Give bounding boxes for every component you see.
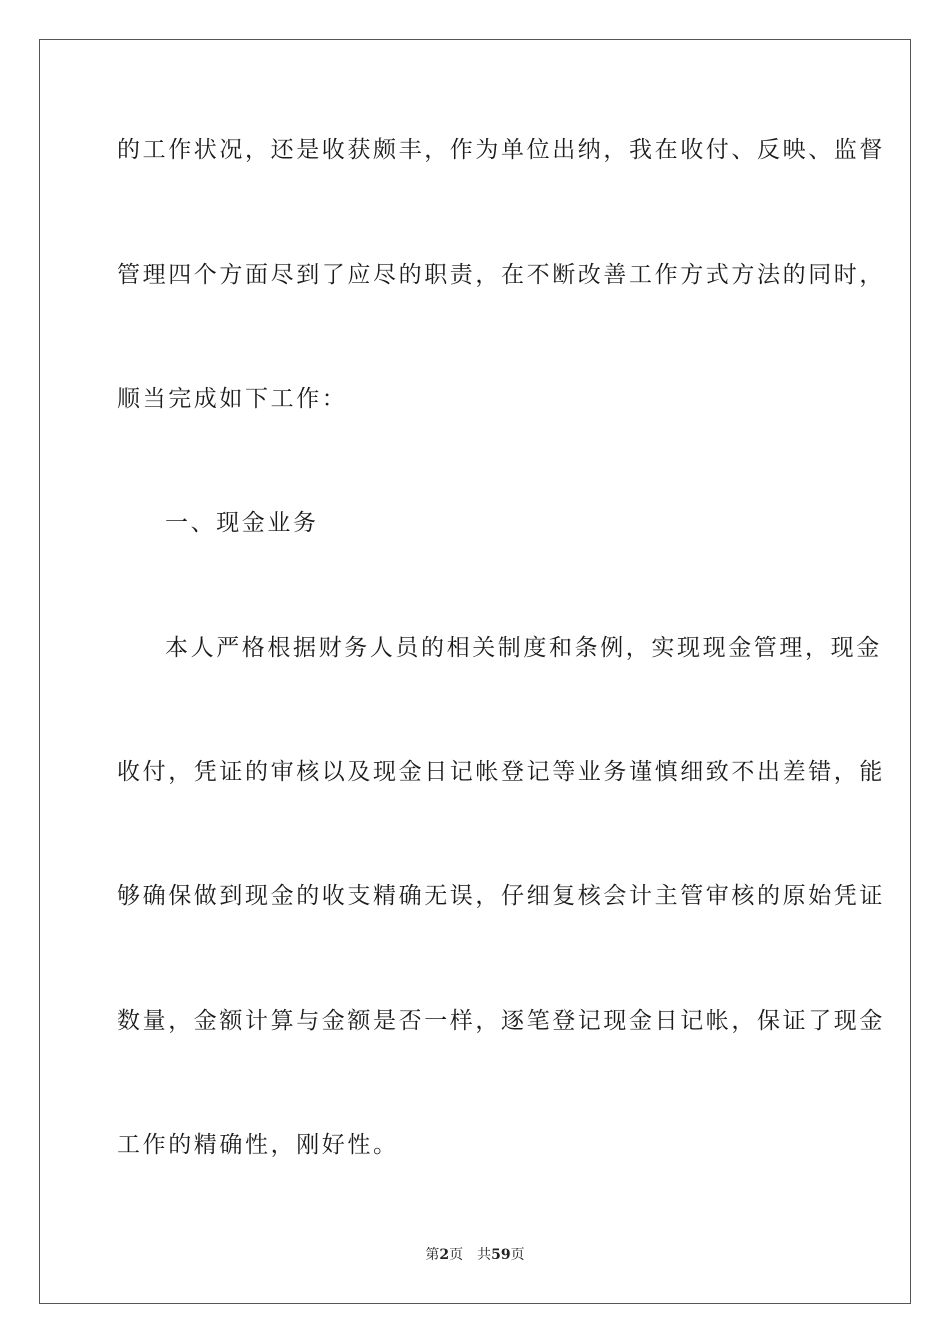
paragraph-line: 的工作状况，还是收获颇丰，作为单位出纳，我在收付、反映、监督 (117, 137, 885, 163)
section-heading: 一、现金业务 (165, 510, 319, 536)
page-footer (0, 1246, 950, 1264)
paragraph-line: 收付，凭证的审核以及现金日记帐登记等业务谨慎细致不出差错，能 (117, 759, 885, 785)
paragraph-line: 管理四个方面尽到了应尽的职责，在不断改善工作方式方法的同时， (117, 262, 885, 288)
total-prefix: 共 (477, 1247, 492, 1263)
paragraph-line: 够确保做到现金的收支精确无误，仔细复核会计主管审核的原始凭证 (117, 883, 885, 909)
total-suffix: 页 (510, 1247, 525, 1263)
page-suffix: 页 (449, 1247, 464, 1263)
paragraph-line: 工作的精确性，刚好性。 (117, 1132, 399, 1158)
paragraph-line: 数量，金额计算与金额是否一样，逐笔登记现金日记帐，保证了现金 (117, 1008, 885, 1034)
paragraph-line: 顺当完成如下工作： (117, 386, 348, 412)
paragraph-line: 本人严格根据财务人员的相关制度和条例，实现现金管理，现金 (165, 635, 882, 661)
page-number: 2 (439, 1247, 450, 1263)
total-pages: 59 (491, 1247, 511, 1263)
page-prefix: 第 (425, 1247, 440, 1263)
page-border (39, 39, 911, 1304)
